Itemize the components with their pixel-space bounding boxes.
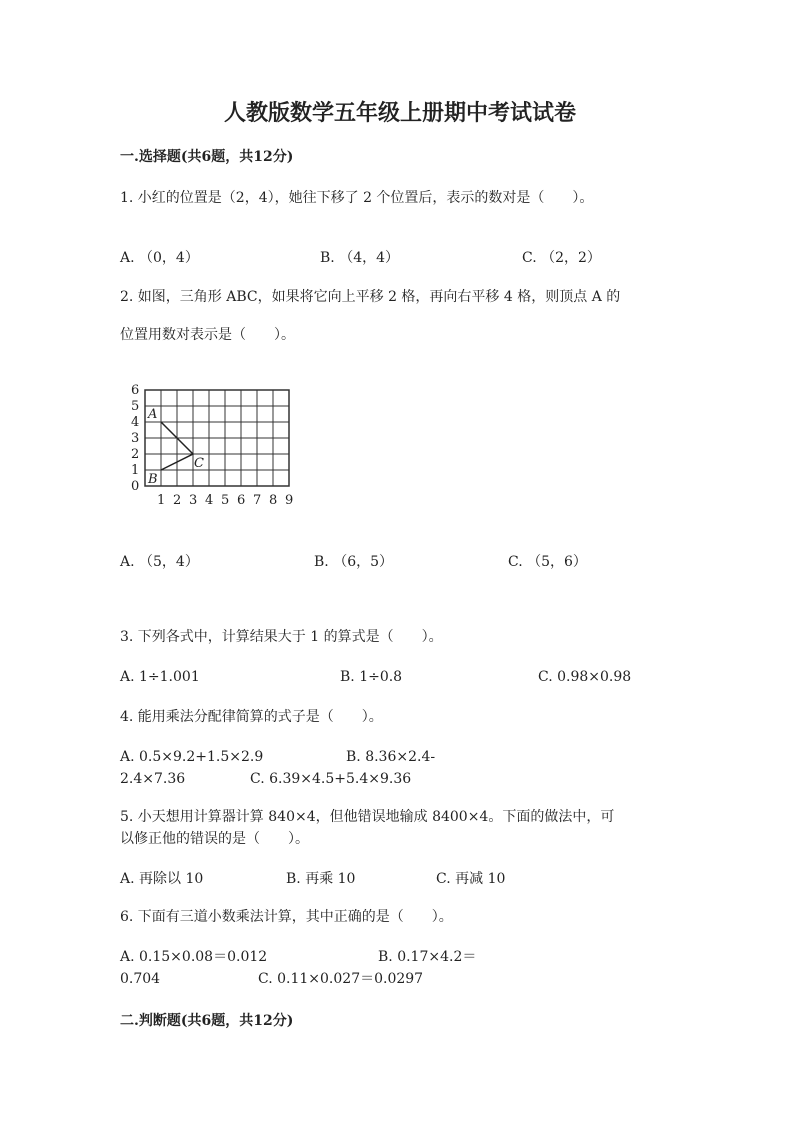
- y-label: 5: [131, 399, 140, 414]
- q6-option-b-cont: 0.704: [120, 971, 161, 987]
- x-label: 5: [221, 493, 230, 508]
- question-4: 4. 能用乘法分配律简算的式子是（ ）。: [120, 709, 383, 725]
- x-label: 9: [285, 493, 294, 508]
- y-label: 3: [131, 431, 140, 446]
- y-label: 1: [131, 463, 140, 478]
- question-3: 3. 下列各式中，计算结果大于 1 的算式是（ ）。: [120, 629, 443, 645]
- x-label: 2: [173, 493, 182, 508]
- q4-option-b: B. 8.36×2.4-: [346, 749, 436, 765]
- question-2-line2: 位置用数对表示是（ ）。: [120, 327, 295, 343]
- point-a-label: A: [148, 407, 158, 422]
- q4-option-b-cont: 2.4×7.36: [120, 771, 186, 787]
- point-c-label: C: [194, 456, 204, 471]
- y-label: 6: [131, 383, 140, 398]
- q6-option-c: C. 0.11×0.027＝0.0297: [258, 971, 424, 987]
- q2-option-a: A. （5，4）: [120, 554, 199, 570]
- x-label: 1: [157, 493, 166, 508]
- question-1: 1. 小红的位置是（2，4），她往下移了 2 个位置后，表示的数对是（ ）。: [120, 190, 594, 206]
- q1-option-a: A. （0，4）: [120, 250, 199, 266]
- y-label: 4: [131, 415, 140, 430]
- q6-option-a: A. 0.15×0.08＝0.012: [120, 949, 268, 965]
- q3-option-b: B. 1÷0.8: [340, 669, 403, 685]
- grid-figure: [128, 380, 308, 510]
- y-label: 2: [131, 447, 140, 462]
- page-title: 人教版数学五年级上册期中考试试卷: [223, 100, 576, 126]
- q5-option-c: C. 再减 10: [436, 871, 506, 887]
- question-5-line1: 5. 小天想用计算器计算 840×4，但他错误地输成 8400×4。下面的做法中，可: [120, 809, 615, 825]
- y-label: 0: [131, 479, 140, 494]
- q4-option-a: A. 0.5×9.2+1.5×2.9: [120, 749, 264, 765]
- question-5-line2: 以修正他的错误的是（ ）。: [120, 831, 309, 847]
- q2-option-c: C. （5，6）: [508, 554, 587, 570]
- q3-option-a: A. 1÷1.001: [120, 669, 200, 685]
- section-heading-choice: 一.选择题(共6题，共12分): [120, 149, 294, 165]
- q5-option-b: B. 再乘 10: [286, 871, 356, 887]
- question-6: 6. 下面有三道小数乘法计算，其中正确的是（ ）。: [120, 909, 453, 925]
- q1-option-b: B. （4，4）: [320, 250, 400, 266]
- q1-option-c: C. （2，2）: [522, 250, 601, 266]
- q2-option-b: B. （6，5）: [314, 554, 394, 570]
- point-b-label: B: [148, 472, 158, 487]
- x-label: 8: [269, 493, 278, 508]
- x-label: 3: [189, 493, 198, 508]
- q5-option-a: A. 再除以 10: [120, 871, 204, 887]
- x-label: 7: [253, 493, 262, 508]
- q3-option-c: C. 0.98×0.98: [538, 669, 632, 685]
- section-heading-judgment: 二.判断题(共6题，共12分): [120, 1013, 294, 1029]
- q4-option-c: C. 6.39×4.5+5.4×9.36: [250, 771, 412, 787]
- question-2-line1: 2. 如图，三角形 ABC，如果将它向上平移 2 格，再向右平移 4 格，则顶点 A 的: [120, 289, 621, 305]
- x-label: 6: [237, 493, 246, 508]
- x-label: 4: [205, 493, 214, 508]
- q6-option-b: B. 0.17×4.2＝: [378, 949, 477, 965]
